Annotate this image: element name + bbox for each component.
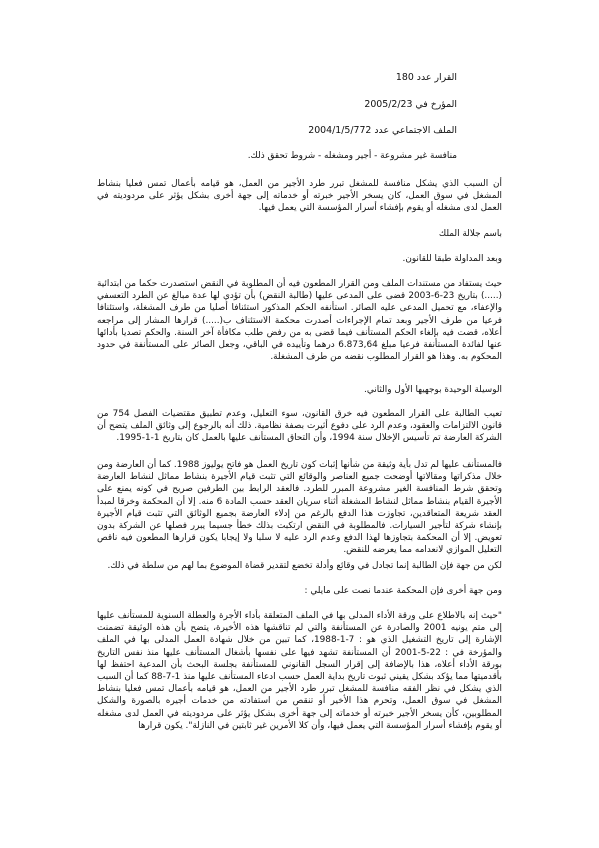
deliberation-line: وبعد المداولة طبقا للقانون.: [402, 254, 502, 264]
respondent-paragraph: فالمستأنف عليها لم تدل بأية وثيقة من شأنها إثبات كون تاريخ العمل هو فاتح يوليوز 1988. كما أن العارضة ومن خلال مذكراتها ومقالاتها أوضحت جميع العناصر والوقائع التي تثبت قيام الأجيرة بنشاط مماثل لنشاط العارضة وتحقق شرط المنافسة الغير مشروعة المبرر للطرد. فالعقد الرابط بين الطرفين صريح في كونه يمنع على الأجيرة القيام بنشاط مماثل لنشاط المشغلة أثناء سريان العقد حسب المادة 6 منه. إلا أن المحكمة وخرقا لمبدأ العقد شريعة المتعاقدين، تجاوزت هذا الدفع بالرغم من إدلاء العارضة بجميع الوثائق التي تثبت قيام الأجيرة بإنشاء شركة لتأجير السيارات. فالمطلوبة في النقض ارتكبت بذلك خطأ جسيما يبرر فصلها عن الشركة بدون تعويض. إلا أن المحكمة بتجاوزها لهذا الدفع وعدم الرد عليه لا سلبا ولا إيجابا يكون قرارها المطعون فيه ناقص التعليل الموازي لانعدامه مما يعرضه للنقض.: [97, 460, 503, 556]
court-paragraph: لكن من جهة فإن الطالبة إنما تجادل في وقائع وأدلة تخضع لتقدير قضاة الموضوع بما لهم من سلطة في ذلك.: [107, 561, 502, 571]
subject-line: منافسة غير مشروعة - أجير ومشغله - شروط تحقق ذلك.: [247, 151, 457, 161]
quoted-reasoning-paragraph: "حيث إنه بالاطلاع على ورقة الأداء المدلى بها في الملف المتعلقة بأداء الأجرة والعطلة السنوية للمستأنف عليها إلى متم يونيه 2001 والصادرة عن المستأنفة والتي لم تناقشها هذه الأخيرة، يتضح بأن هذه الوثيقة تضمنت الإشارة إلى تاريخ التشغيل الذي هو : 7-1-1988، كما تبين من خلال شهادة العمل المدلى بها في الملف والمؤرخة في : 22-5-2001 أن المستأنفة تشهد فيها على نفسها بأشغال المستأنف عليها منذ نفس التاريخ بورقة الأداء أعلاه، هذا بالإضافة إلى إقرار السجل القانوني للمستأنفة بجلسة البحث بأن المدعية احتفظ لها بأقدميتها مما يؤكد بشكل يقيني ثبوت تاريخ بداية العمل حسب ادعاء المستأنف عليها منذ 1-7-88 كما أن السبب الذي يشكل في نظر الفقه منافسة للمشغل تبرر طرد الأجير من العمل، هو قيامه بأعمال تمس فعليا بنشاط المشغل في سوق العمل، وتحرم هذا الأخير أو تنقص من استفادته من خدمات أجيره بالصورة والشكل المطلوبين، كأن يسخر الأجير خبرته أو خدماته إلى جهة أخرى بشكل يؤثر على مردوديته في العمل لدى مشغله أو يقوم بإفشاء أسرار المؤسسة التي يعمل فيها، وأن كلا الأمرين غير ثابتين في النازلة". يكون قرارها: [97, 611, 502, 731]
in-the-name-of-the-king: باسم جلالة الملك: [438, 229, 502, 239]
summary-paragraph: أن السبب الذي يشكل منافسة للمشغل تبرر طرد الأجير من العمل، هو قيامه بأعمال تمس فعليا بنشاط المشغل في سوق العمل، كان يسخر الأجير خبرته أو خدماته إلى جهة أخرى بشكل يؤثر على مردوديته في العمل لدى مشغله أو يقوم بإفشاء أسرار المؤسسة التي يعمل فيها.: [97, 179, 502, 214]
single-ground-heading: الوسيلة الوحيدة بوجهيها الأول والثاني.: [364, 385, 502, 395]
decision-date: المؤرخ في 2005/2/23: [364, 99, 457, 110]
social-file-number: الملف الاجتماعي عدد 2004/1/5/772: [308, 125, 457, 136]
ground-paragraph: تعيب الطالبة على القرار المطعون فيه خرق القانون، سوء التعليل، وعدم تطبيق مقتضيات الفصل 754 من قانون الالتزامات والعقود، وعدم الرد على دفوع أثيرت بصفة نظامية. ذلك أنه بالرجوع إلى وثائق الملف يتضح أن الشركة العارضة تم تأسيس الإخلال سنة 1994، وأن التحاق المستأنف عليها بالعمل كان بتاريخ 1-1-1995.: [97, 409, 502, 444]
other-side-line: ومن جهة أخرى فإن المحكمة عندما نصت على مايلي :: [304, 586, 502, 596]
decision-number: القرار عدد 180: [395, 72, 457, 83]
facts-paragraph: حيث يستفاد من مستندات الملف ومن القرار المطعون فيه أن المطلوبة في النقض استصدرت حكما من ابتدائية (.....) بتاريخ 23-6-2003 قضى على المدعى عليها (طالبة النقض) بأن تؤدي لها عدة مبالغ عن الطرد التعسفي والإعفاء، مع تحميل المدعى عليه الصائر. استأنفه الحكم المذكور استئنافا أصليا من طرف المشغلة، واستئنافا فرعيا من طرف الأجير وبعد تمام الإجراءات أصدرت محكمة الاستئناف ب(.....) قرارها المشار إلى مراجعه أعلاه، قضت فيه بإلغاء الحكم المستأنف فيما قضى به من رفض طلب مكافأة آخر السنة. والحكم تصديا بأدائها عنها لفائدة المستأنفة فرعيا مبلغ 6.873,64 درهما وتأييده في الباقي، وجعل الصائر على المستأنفة في حدود المحكوم به. وهذا هو القرار المطلوب نقضه من طرف المشغلة.: [97, 279, 503, 363]
